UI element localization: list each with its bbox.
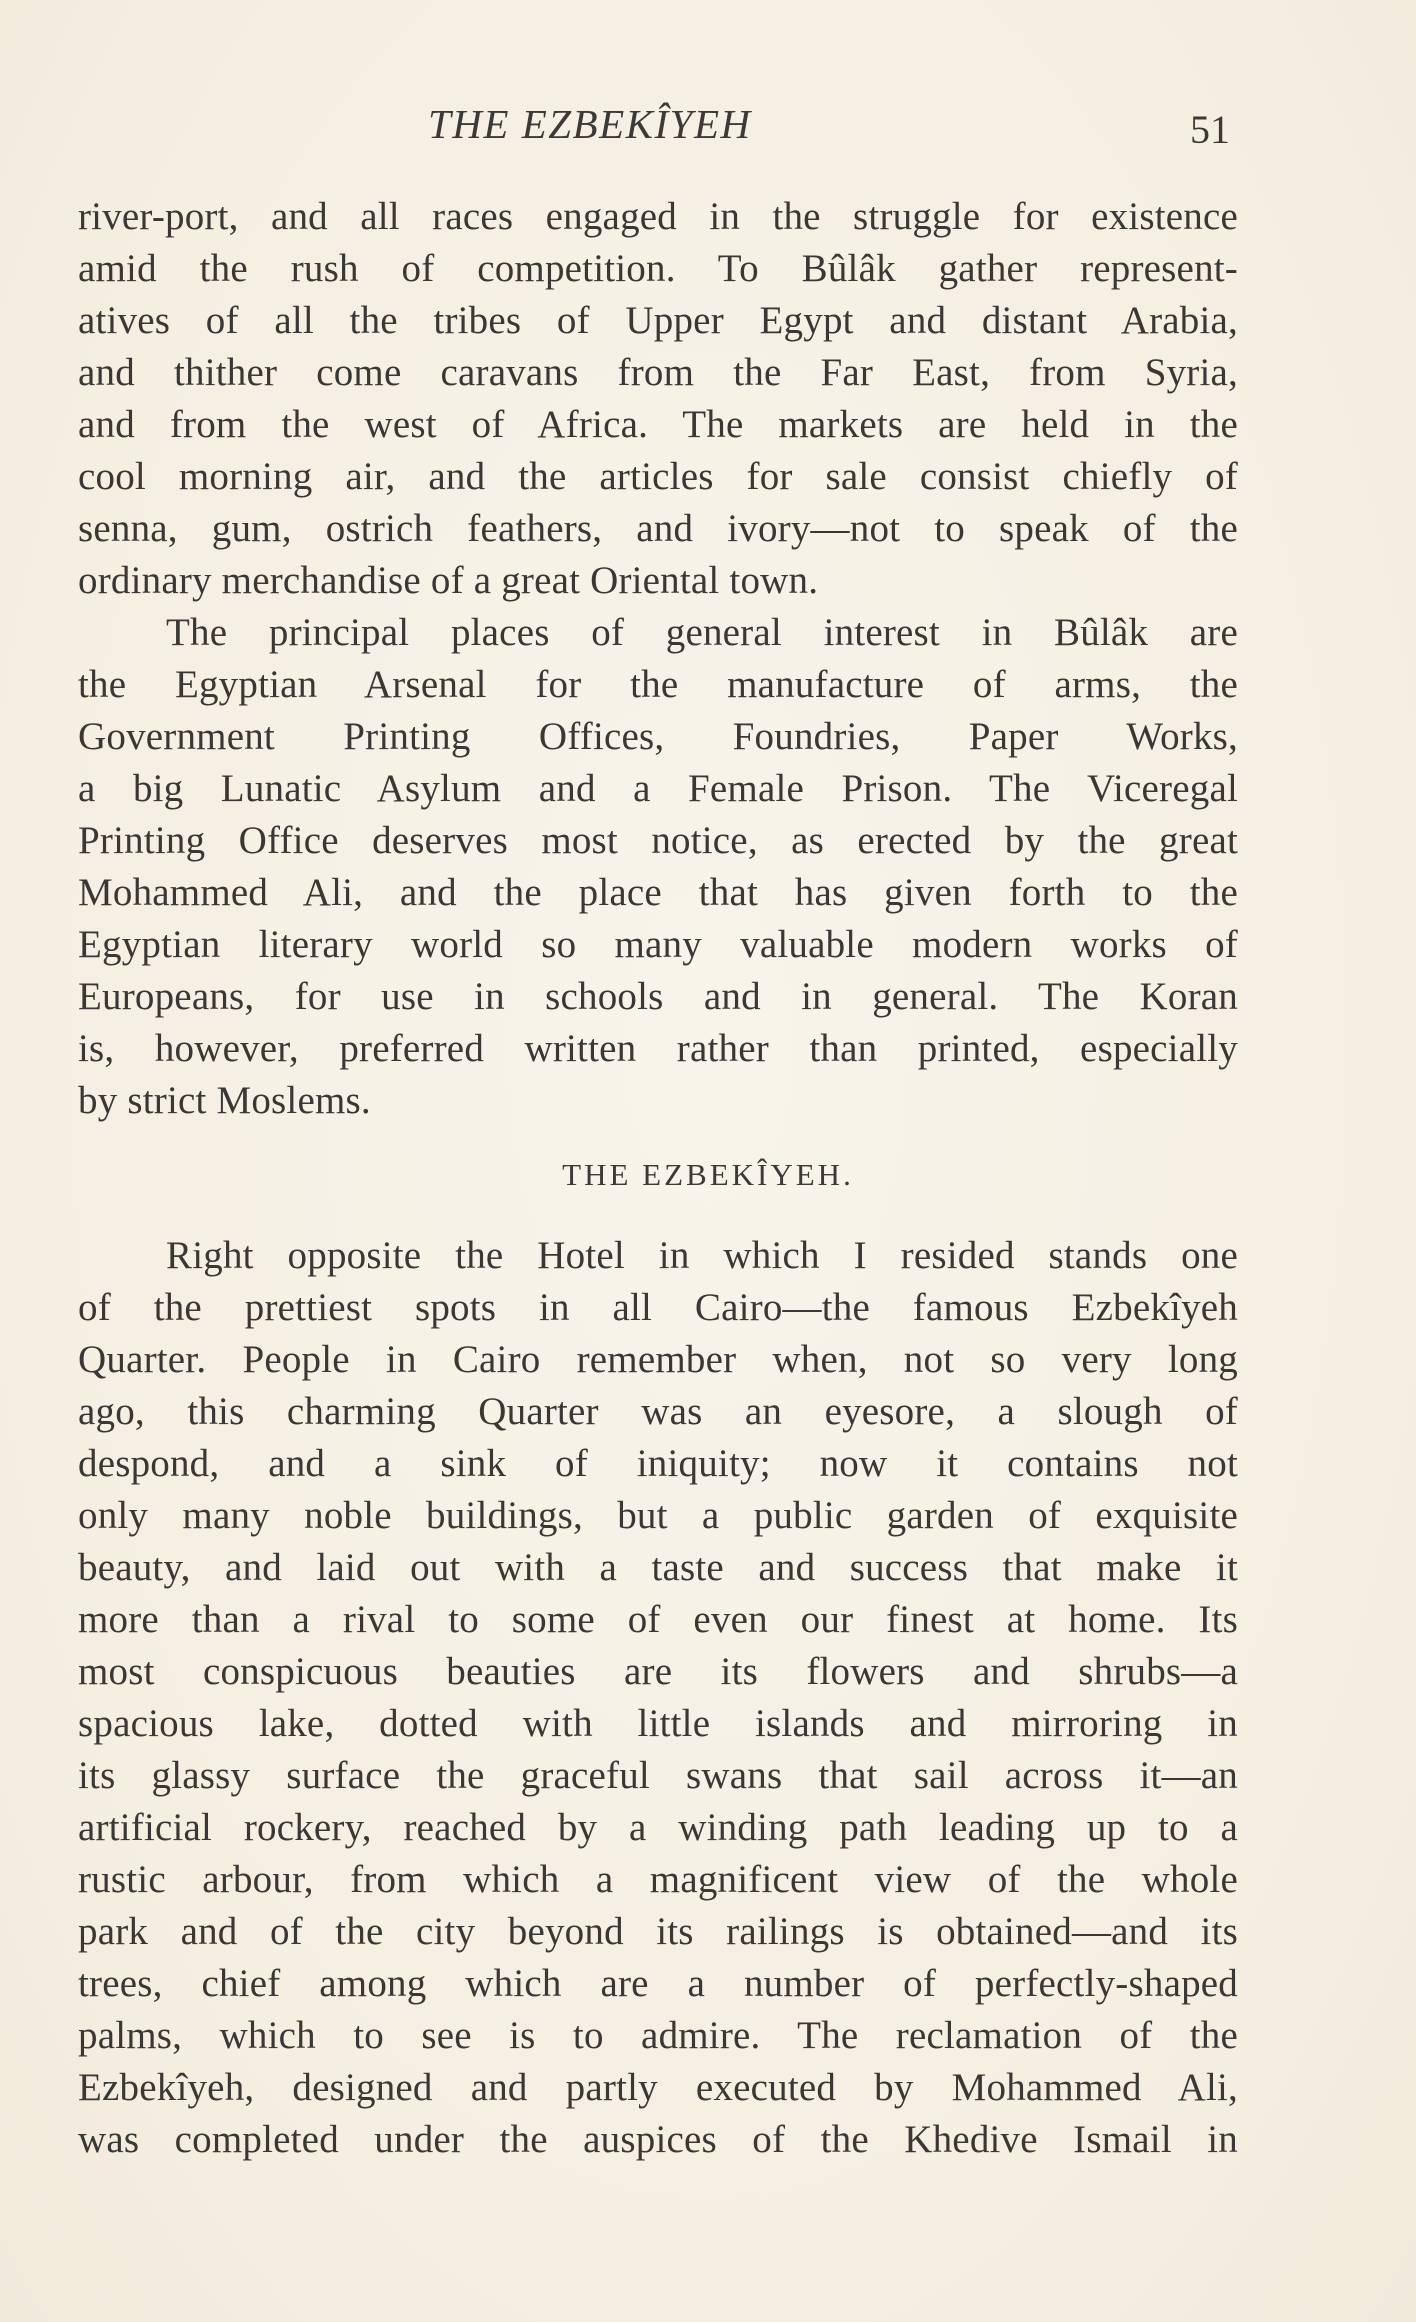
text-line: amid the rush of competition. To Bûlâk gather represent- (78, 247, 1238, 290)
text-line: most conspicuous beauties are its flowers and shrubs—a (78, 1650, 1238, 1693)
text-line: Egyptian literary world so many valuable modern works of (78, 923, 1238, 966)
text-line: ago, this charming Quarter was an eyesore, a slough of (78, 1390, 1238, 1433)
text-line: Ezbekîyeh, designed and partly executed by Mohammed Ali, (78, 2066, 1238, 2109)
text-line: rustic arbour, from which a magnificent view of the whole (78, 1858, 1238, 1901)
text-line: only many noble buildings, but a public garden of exquisite (78, 1494, 1238, 1537)
text-line: more than a rival to some of even our finest at home. Its (78, 1598, 1238, 1641)
text-line: and from the west of Africa. The markets are held in the (78, 403, 1238, 446)
text-line: its glassy surface the graceful swans that sail across it—an (78, 1754, 1238, 1797)
section-heading: THE EZBEKÎYEH. (562, 1157, 854, 1192)
text-line: artificial rockery, reached by a winding path leading up to a (78, 1806, 1238, 1849)
text-line: river-port, and all races engaged in the struggle for existence (78, 195, 1238, 238)
text-line: palms, which to see is to admire. The reclamation of the (78, 2014, 1238, 2057)
text-line: spacious lake, dotted with little islands and mirroring in (78, 1702, 1238, 1745)
text-line: trees, chief among which are a number of perfectly-shaped (78, 1962, 1238, 2005)
text-line: Mohammed Ali, and the place that has given forth to the (78, 871, 1238, 914)
text-line: cool morning air, and the articles for sale consist chiefly of (78, 455, 1238, 498)
text-block-bottom (78, 1230, 1238, 2166)
text-line: The principal places of general interest in Bûlâk are (166, 611, 1238, 654)
text-line: is, however, preferred written rather than printed, especially (78, 1027, 1238, 1070)
text-line: Government Printing Offices, Foundries, Paper Works, (78, 715, 1238, 758)
page-number: 51 (1190, 107, 1230, 152)
text-line: Printing Office deserves most notice, as erected by the great (78, 819, 1238, 862)
text-line: was completed under the auspices of the Khedive Ismail in (78, 2118, 1238, 2161)
text-line: and thither come caravans from the Far East, from Syria, (78, 351, 1238, 394)
text-line: the Egyptian Arsenal for the manufacture of arms, the (78, 663, 1238, 706)
text-line: ordinary merchandise of a great Oriental town. (78, 559, 819, 602)
text-line: park and of the city beyond its railings is obtained—and its (78, 1910, 1238, 1953)
text-line: atives of all the tribes of Upper Egypt and distant Arabia, (78, 299, 1238, 342)
text-block-top (78, 191, 1238, 1127)
running-head (0, 100, 1416, 160)
text-line: a big Lunatic Asylum and a Female Prison. The Viceregal (78, 767, 1238, 810)
text-line: Quarter. People in Cairo remember when, not so very long (78, 1338, 1238, 1381)
text-line: despond, and a sink of iniquity; now it contains not (78, 1442, 1238, 1485)
text-line: Right opposite the Hotel in which I resided stands one (166, 1234, 1238, 1277)
text-line: senna, gum, ostrich feathers, and ivory—not to speak of the (78, 507, 1238, 550)
text-line: Europeans, for use in schools and in general. The Koran (78, 975, 1238, 1018)
text-line: beauty, and laid out with a taste and success that make it (78, 1546, 1238, 1589)
text-line: of the prettiest spots in all Cairo—the famous Ezbekîyeh (78, 1286, 1238, 1329)
running-title: THE EZBEKÎYEH (428, 101, 752, 147)
text-line: by strict Moslems. (78, 1079, 371, 1122)
